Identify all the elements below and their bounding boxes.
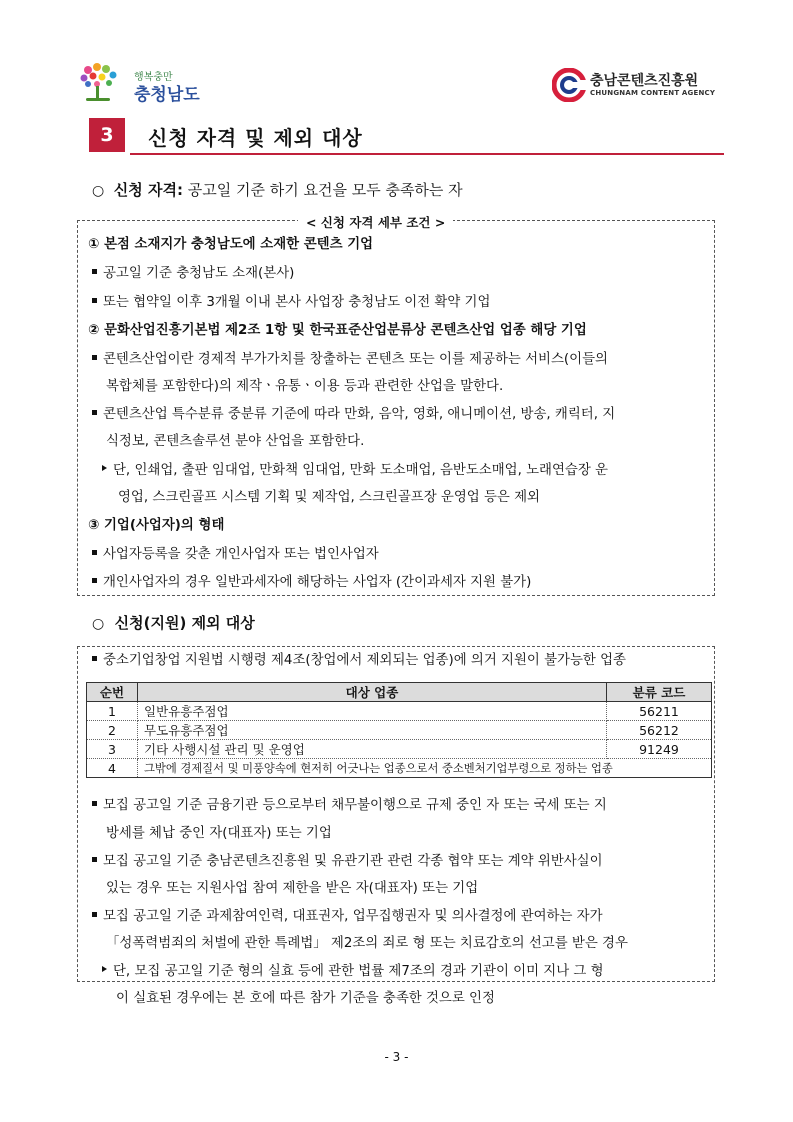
table-row [87,759,712,778]
table-cell: 무도유흥주점업 [138,721,607,740]
left-logo-sub: 행복충만 [134,72,173,83]
table-row [87,721,712,740]
section-divider [130,153,724,155]
square-bullet-icon [92,355,97,360]
square-bullet-icon [92,269,97,274]
excluded-industry-table [86,682,712,778]
condition-heading-3: ③ 기업(사업자)의 형태 [88,518,225,533]
list-item: 중소기업창업 지원법 시행령 제4조(창업에서 제외되는 업종)에 의거 지원이 불가능한 업종 [92,652,626,670]
list-item: 단, 인쇄업, 출판 임대업, 만화책 임대업, 만화 도소매업, 음반도소매업, 노래연습장 운 [102,462,608,480]
list-item: 모집 공고일 기준 과제참여인력, 대표권자, 업무집행권자 및 의사결정에 관여하는 자가 [92,908,603,926]
exclusion-heading [92,612,255,633]
square-bullet-icon [92,912,97,917]
list-item-continuation: 「성폭력범죄의 처벌에 관한 특례법」 제2조의 죄로 형 또는 치료감호의 선고를 받은 경우 [106,936,628,951]
list-item-continuation: 있는 경우 또는 지원사업 참여 제한을 받은 자(대표자) 또는 기업 [106,881,479,896]
flower-emblem-icon [78,62,120,102]
list-item-continuation: 복합체를 포함한다)의 제작ㆍ유통ㆍ이용 등과 관련한 산업을 말한다. [106,379,504,394]
table-cell: 56212 [607,721,712,740]
table-row [87,702,712,721]
triangle-bullet-icon [102,465,107,471]
eligibility-text: 공고일 기준 하기 요건을 모두 충족하는 자 [187,181,463,199]
table-cell: 기타 사행시설 관리 및 운영업 [138,740,607,759]
right-logo-eng: CHUNGNAM CONTENT AGENCY [590,89,716,97]
chungnam-province-logo [78,62,208,104]
chungnam-content-agency-logo [552,68,732,104]
column-header: 순번 [87,683,138,702]
table-row [87,740,712,759]
left-logo-main: 충청남도 [134,85,200,105]
list-item: 모집 공고일 기준 금융기관 등으로부터 채무불이행으로 규제 중인 자 또는 국세 또는 지 [92,797,607,815]
list-item: 단, 모집 공고일 기준 형의 실효 등에 관한 법률 제7조의 경과 기관이 이미 지나 그 형 [102,963,604,981]
right-logo-name: 충남콘텐츠진흥원 [590,73,699,89]
table-cell: 4 [87,759,138,778]
eligibility-label: 신청 자격: [113,181,183,199]
column-header: 분류 코드 [607,683,712,702]
circle-bullet-icon: ○ [92,616,105,632]
condition-heading-1: ① 본점 소재지가 충청남도에 소재한 콘텐츠 기업 [88,237,374,252]
list-item: 콘텐츠산업 특수분류 중분류 기준에 따라 만화, 음악, 영화, 애니메이션, 방송, 캐릭터, 지 [92,406,615,424]
eligibility-heading [92,179,463,200]
table-cell: 3 [87,740,138,759]
square-bullet-icon [92,298,97,303]
square-bullet-icon [92,578,97,583]
column-header: 대상 업종 [138,683,607,702]
page-number: - 3 - [384,1050,409,1064]
table-cell: 56211 [607,702,712,721]
square-bullet-icon [92,656,97,661]
list-item-continuation: 식정보, 콘텐츠솔루션 분야 산업을 포함한다. [106,434,365,449]
list-item: 개인사업자의 경우 일반과세자에 해당하는 사업자 (간이과세자 지원 불가) [92,574,531,592]
section-title: 신청 자격 및 제외 대상 [148,126,363,150]
table-header-row [87,683,712,702]
triangle-bullet-icon [102,966,107,972]
square-bullet-icon [92,410,97,415]
square-bullet-icon [92,857,97,862]
square-bullet-icon [92,550,97,555]
list-item-continuation: 이 실효된 경우에는 본 호에 따른 참가 기준을 충족한 것으로 인정 [116,991,495,1006]
list-item: 공고일 기준 충청남도 소재(본사) [92,265,294,283]
table-cell: 그밖에 경제질서 및 미풍양속에 현저히 어긋나는 업종으로서 중소벤처기업부령으로 정하는 업종 [138,759,712,778]
list-item-continuation: 방세를 체납 중인 자(대표자) 또는 기업 [106,826,332,841]
table-cell: 91249 [607,740,712,759]
list-item: 사업자등록을 갖춘 개인사업자 또는 법인사업자 [92,546,379,564]
condition-heading-2: ② 문화산업진흥기본법 제2조 1항 및 한국표준산업분류상 콘텐츠산업 업종 해당 기업 [88,323,587,338]
list-item: 콘텐츠산업이란 경제적 부가가치를 창출하는 콘텐츠 또는 이를 제공하는 서비스(이들의 [92,351,608,369]
list-item: 또는 협약일 이후 3개월 이내 본사 사업장 충청남도 이전 확약 기업 [92,294,490,312]
table-cell: 1 [87,702,138,721]
table-cell: 일반유흥주점업 [138,702,607,721]
circle-bullet-icon: ○ [92,183,105,199]
list-item: 모집 공고일 기준 충남콘텐츠진흥원 및 유관기관 관련 각종 협약 또는 계약 위반사실이 [92,853,603,871]
list-item-continuation: 영업, 스크린골프 시스템 기획 및 제작업, 스크린골프장 운영업 등은 제외 [118,490,540,505]
exclusion-title: 신청(지원) 제외 대상 [114,614,255,632]
eligibility-box-title: < 신청 자격 세부 조건 > [298,213,453,231]
square-bullet-icon [92,801,97,806]
table-cell: 2 [87,721,138,740]
section-number: 3 [89,118,125,152]
agency-c-mark-icon [552,68,586,102]
